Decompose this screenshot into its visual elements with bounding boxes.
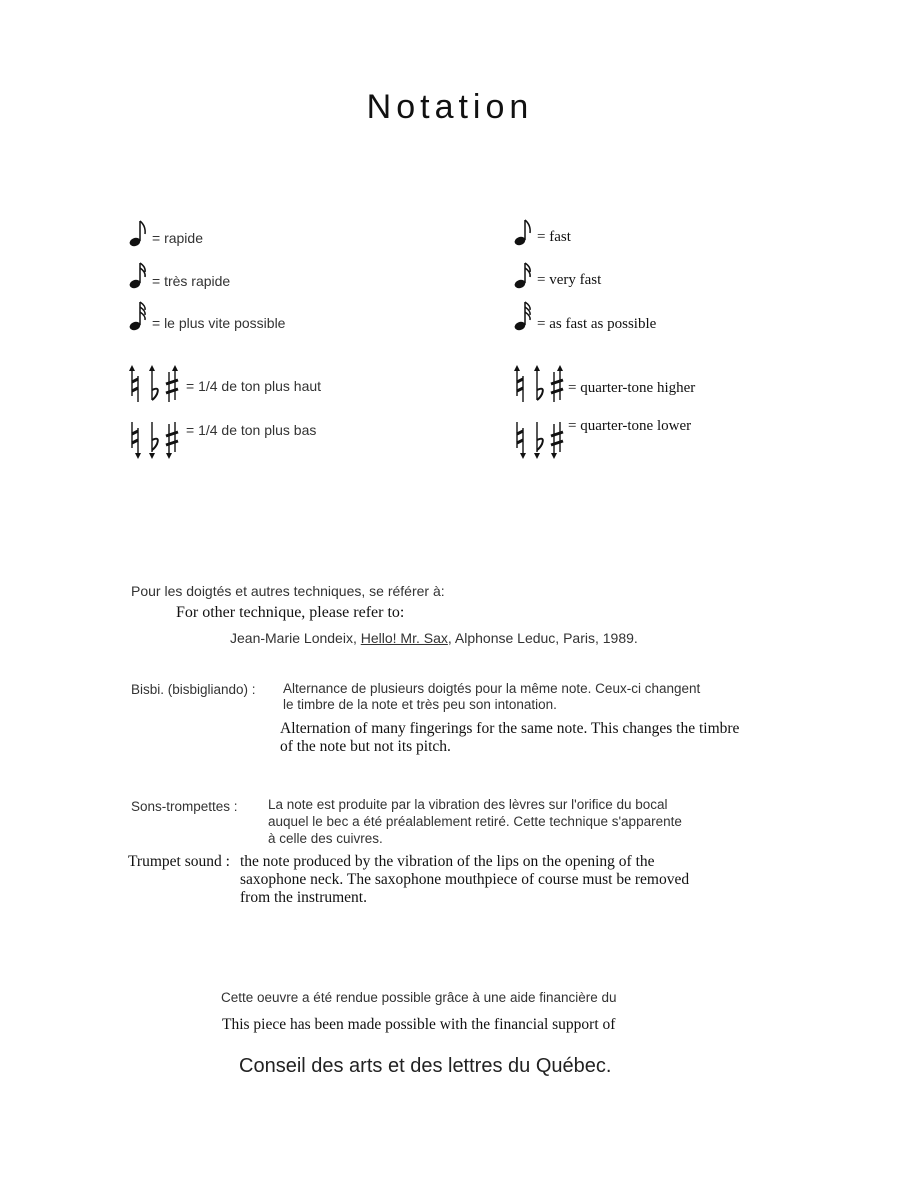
accidental-fr-higher: = 1/4 de ton plus haut	[186, 378, 322, 394]
trumpet-en-line3: from the instrument.	[240, 889, 367, 906]
bisbi-fr-line1: Alternance de plusieurs doigtés pour la même note. Ceux-ci changent	[283, 681, 701, 696]
quarter-tone-down-accidentals-icon	[512, 418, 568, 460]
trumpet-term-fr: Sons-trompettes :	[131, 799, 238, 814]
tempo-en-as-fast: = as fast as possible	[537, 316, 657, 332]
thirty-second-note-icon	[128, 300, 148, 332]
trumpet-term-en: Trumpet sound :	[128, 853, 230, 870]
tempo-en-fast: = fast	[537, 229, 571, 245]
quarter-tone-up-accidentals-icon	[512, 364, 568, 406]
credits-en: This piece has been made possible with the financial support of	[222, 1016, 616, 1033]
sixteenth-note-icon	[128, 260, 148, 290]
reference-author: Jean-Marie Londeix,	[230, 630, 361, 646]
tempo-fr-rapide: = rapide	[152, 230, 203, 246]
accidental-en-lower: = quarter-tone lower	[568, 418, 692, 434]
reference-en: For other technique, please refer to:	[176, 604, 405, 621]
page-title: Notation	[366, 88, 534, 126]
bisbi-en-line2: of the note but not its pitch.	[280, 738, 451, 755]
quarter-tone-up-accidentals-icon	[127, 364, 183, 406]
sixteenth-note-icon	[513, 260, 533, 290]
accidental-en-higher: = quarter-tone higher	[568, 380, 696, 396]
bisbi-en-line1: Alternation of many fingerings for the same note. This changes the timbre	[280, 720, 740, 737]
tempo-fr-tres-rapide: = très rapide	[152, 273, 231, 289]
tempo-fr-plus-vite: = le plus vite possible	[152, 315, 286, 331]
reference-publisher: , Alphonse Leduc, Paris, 1989.	[447, 630, 638, 646]
credits-fr: Cette oeuvre a été rendue possible grâce à une aide financière du	[221, 990, 617, 1005]
trumpet-fr-line1: La note est produite par la vibration des lèvres sur l'orifice du bocal	[268, 797, 668, 812]
quarter-tone-down-accidentals-icon	[127, 418, 183, 460]
reference-book: Hello! Mr. Sax	[360, 630, 448, 646]
bisbi-fr-line2: le timbre de la note et très peu son intonation.	[283, 697, 557, 712]
accidental-fr-lower: = 1/4 de ton plus bas	[186, 422, 317, 438]
trumpet-fr-line3: à celle des cuivres.	[268, 831, 383, 846]
credits-organization: Conseil des arts et des lettres du Québec.	[239, 1055, 612, 1077]
eighth-note-icon	[513, 217, 533, 247]
bisbi-term: Bisbi. (bisbigliando) :	[131, 682, 256, 697]
eighth-note-icon	[128, 218, 148, 248]
thirty-second-note-icon	[513, 300, 533, 332]
trumpet-en-line2: saxophone neck. The saxophone mouthpiece of course must be removed	[240, 871, 690, 888]
tempo-en-very-fast: = very fast	[537, 272, 602, 288]
trumpet-fr-line2: auquel le bec a été préalablement retiré. Cette technique s'apparente	[268, 814, 682, 829]
reference-fr: Pour les doigtés et autres techniques, se référer à:	[131, 583, 445, 599]
reference-citation	[230, 630, 638, 646]
trumpet-en-line1: the note produced by the vibration of the lips on the opening of the	[240, 853, 655, 870]
